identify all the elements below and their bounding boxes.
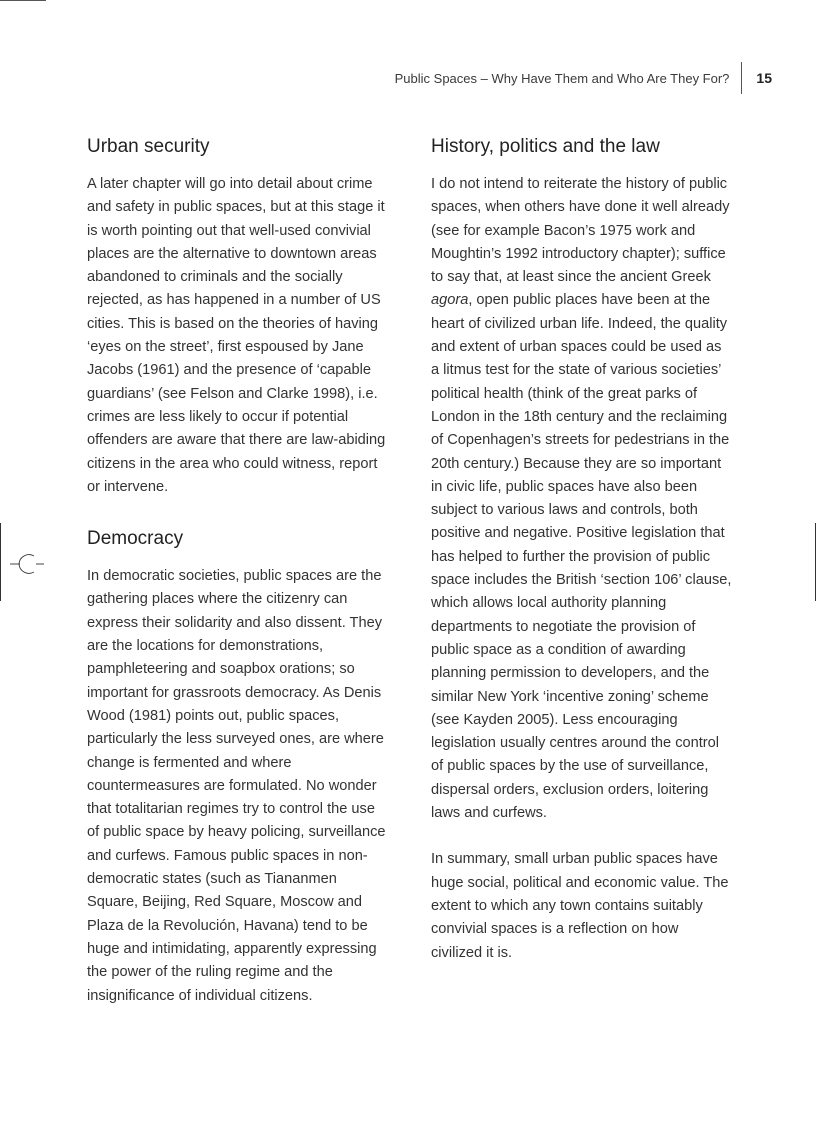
running-head: Public Spaces – Why Have Them and Who Are They For?	[394, 70, 730, 86]
header-divider	[741, 62, 742, 94]
section-heading: Urban security	[87, 136, 210, 157]
section-body-paragraph-1	[431, 173, 733, 825]
crop-mark-left	[0, 523, 1, 601]
page-header	[395, 62, 772, 94]
registration-mark-icon	[6, 550, 46, 578]
section-democracy	[87, 526, 389, 1008]
section-urban-security	[87, 134, 389, 499]
section-heading: History, politics and the law	[431, 136, 660, 157]
text-run: , open public places have been at the heart of civilized urban life. Indeed, the quality and extent of urban spaces could be used as a litmus test for the state of various societies’ political health (think of the great parks of London in the 18th century and the reclaiming of Copenhagen’s streets for pedestrians in the 20th century.) Because they are so important in civic life, public spaces have also been subject to various laws and controls, both positive and negative. Positive legislation that has helped to further the provision of public space includes the British ‘section 106’ clause, which allows local authority planning departments to negotiate the provision of public space as a condition of awarding planning permission to developers, and the similar New York ‘incentive zoning’ scheme (see Kayden 2005). Less encouraging legislation usually centres around the control of public spaces by the use of surveillance, dispersal orders, exclusion orders, loitering laws and curfews.	[431, 292, 732, 822]
italic-term: agora	[431, 292, 469, 309]
crop-mark-top	[0, 0, 46, 1]
text-run: I do not intend to reiterate the history of public spaces, when others have done it well already (see for example Bacon’s 1975 work and Moughtin’s 1992 introductory chapter); suffice to say that, at least since the ancient Greek	[431, 176, 730, 286]
section-heading: Democracy	[87, 528, 184, 550]
left-column	[87, 134, 389, 1035]
section-body: A later chapter will go into detail about crime and safety in public spaces, but at this stage it is worth pointing out that well-used convivial places are the alternative to downtown areas abandoned to criminals and the socially rejected, as has happened in a number of US cities. This is based on the theories of having ‘eyes on the street’, first espoused by Jane Jacobs (1961) and the presence of ‘capable guardians’ (see Felson and Clarke 1998), i.e. crimes are less likely to occur if potential offenders are aware that there are law-abiding citizens in the area who could witness, report or intervene.	[87, 176, 386, 495]
section-body-paragraph-2: In summary, small urban public spaces have huge social, political and economic value. The extent to which any town contains suitably convivial spaces is a reflection on how civilized it is.	[431, 851, 729, 961]
section-history-politics-law	[431, 134, 733, 965]
page-number: 15	[756, 70, 772, 86]
right-column	[431, 134, 733, 992]
section-body: In democratic societies, public spaces are the gathering places where the citizenry can express their solidarity and also dissent. They are the locations for demonstrations, pamphleteering and soapbox orations; so important for grassroots democracy. As Denis Wood (1981) points out, public spaces, particularly the less surveyed ones, are where change is fermented and where countermeasures are formulated. No wonder that totalitarian regimes try to control the use of public space by heavy policing, surveillance and curfews. Famous public spaces in non-democratic states (such as Tiananmen Square, Beijing, Red Square, Moscow and Plaza de la Revolución, Havana) tend to be huge and intimidating, apparently expressing the power of the ruling regime and the insignificance of individual citizens.	[87, 568, 386, 1004]
